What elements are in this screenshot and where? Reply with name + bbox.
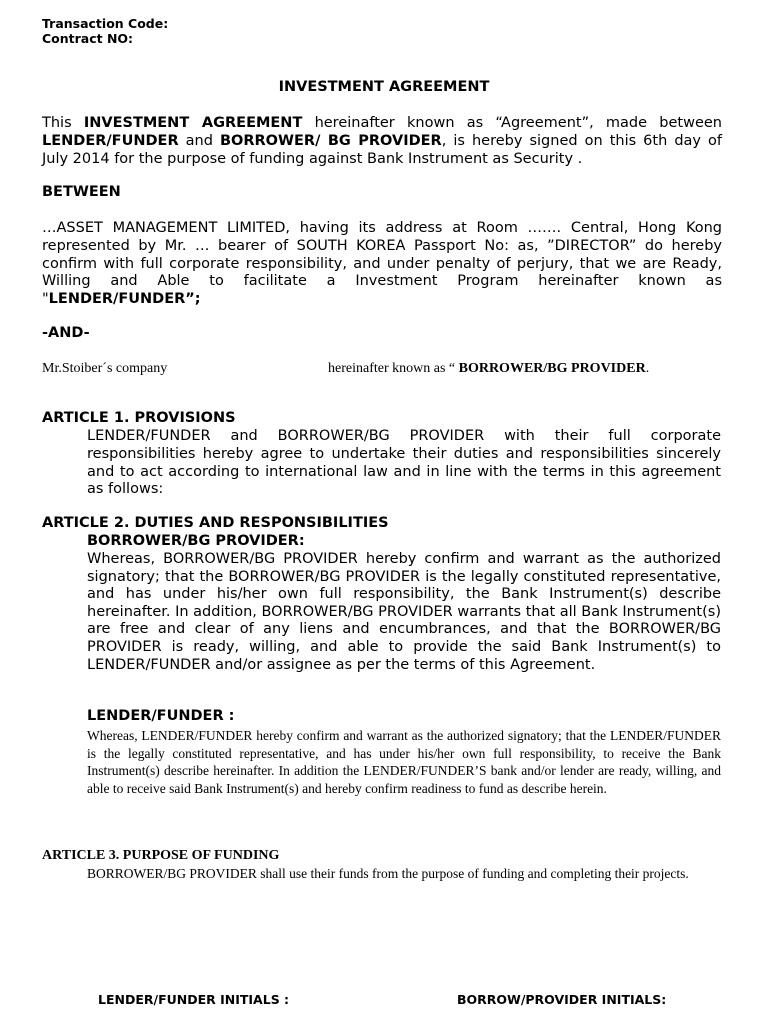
lender-initials-label: LENDER/FUNDER INITIALS : [98, 992, 290, 1007]
article-1-heading: ARTICLE 1. PROVISIONS [42, 410, 236, 426]
borrower-bold: BORROWER/BG PROVIDER [458, 361, 646, 376]
intro-bold-borrower: BORROWER/ BG PROVIDER [219, 133, 442, 149]
intro-bold-agreement: INVESTMENT AGREEMENT [83, 115, 303, 131]
intro-text: This [42, 115, 84, 131]
intro-text: hereinafter known as “Agreement”, made between [302, 115, 722, 131]
and-label: -AND- [42, 325, 90, 341]
borrower-known-as: hereinafter known as “ [328, 361, 459, 376]
borrower-initials-label: BORROW/PROVIDER INITIALS: [457, 992, 667, 1007]
intro-bold-lender: LENDER/FUNDER [42, 133, 179, 149]
contract-no-label: Contract NO: [42, 31, 134, 46]
borrower-party-name: Mr.Stoiber´s company [42, 361, 168, 376]
borrower-duties-body: Whereas, BORROWER/BG PROVIDER hereby confirm and warrant as the authorized signatory; that the BORROWER/BG PROVIDER is the legally constituted representative, and has under his/her own full responsibility, the Bank Instrument(s) describe hereinafter. In addition, BORROWER/BG PROVIDER warrants that all Bank Instrument(s) are free and clear of any liens and encumbrances, and that the BORROWER/BG PROVIDER is ready, willing, and able to provide the said Bank Instrument(s) to LENDER/FUNDER and/or assignee as per the terms of this Agreement. [87, 551, 721, 673]
intro-paragraph [42, 114, 722, 168]
document-title: INVESTMENT AGREEMENT [278, 79, 490, 95]
lender-party-paragraph [42, 220, 722, 309]
article-3-heading: ARTICLE 3. PURPOSE OF FUNDING [42, 848, 280, 863]
document-header [42, 16, 168, 46]
lender-party-text: …ASSET MANAGEMENT LIMITED, having its address at Room ……. Central, Hong Kong represented by Mr. … bearer of SOUTH KOREA Passport No: as, ”DIRECTOR” do hereby confirm with full corporate responsibility, and under penalty of perjury, that we are Ready, Willing and Able to facilitate a Investment Program hereinafter known as " [42, 220, 722, 308]
borrower-party-designation [328, 361, 649, 377]
transaction-code-label: Transaction Code: [42, 16, 169, 31]
article-3-body: BORROWER/BG PROVIDER shall use their funds from the purpose of funding and completing their projects. [87, 866, 689, 881]
intro-text: and [178, 133, 220, 149]
borrower-duties-heading: BORROWER/BG PROVIDER: [87, 533, 305, 549]
lender-duties-heading: LENDER/FUNDER : [87, 708, 235, 724]
lender-party-bold: LENDER/FUNDER”; [48, 291, 201, 308]
borrower-end: . [645, 361, 650, 376]
article-1-body: LENDER/FUNDER and BORROWER/BG PROVIDER with their full corporate responsibilities hereby agree to undertake their duties and responsibilities sincerely and to act according to international law and in line with the terms in this agreement as follows: [87, 428, 721, 498]
intro-text: , is hereby signed on this 6th day of July 2014 for the purpose of funding against Bank Instrument as Security . [42, 133, 722, 167]
lender-duties-body: Whereas, LENDER/FUNDER hereby confirm and warrant as the authorized signatory; that the LENDER/FUNDER is the legally constituted representative, and has under his/her own full responsibility, to receive the Bank Instrument(s) describe hereinafter. In addition the LENDER/FUNDER’S bank and/or lender are ready, willing, and able to receive said Bank Instrument(s) and hereby confirm readiness to fund as describe herein. [87, 728, 721, 796]
article-2-heading: ARTICLE 2. DUTIES AND RESPONSIBILITIES [42, 515, 389, 531]
between-label: BETWEEN [42, 184, 121, 200]
